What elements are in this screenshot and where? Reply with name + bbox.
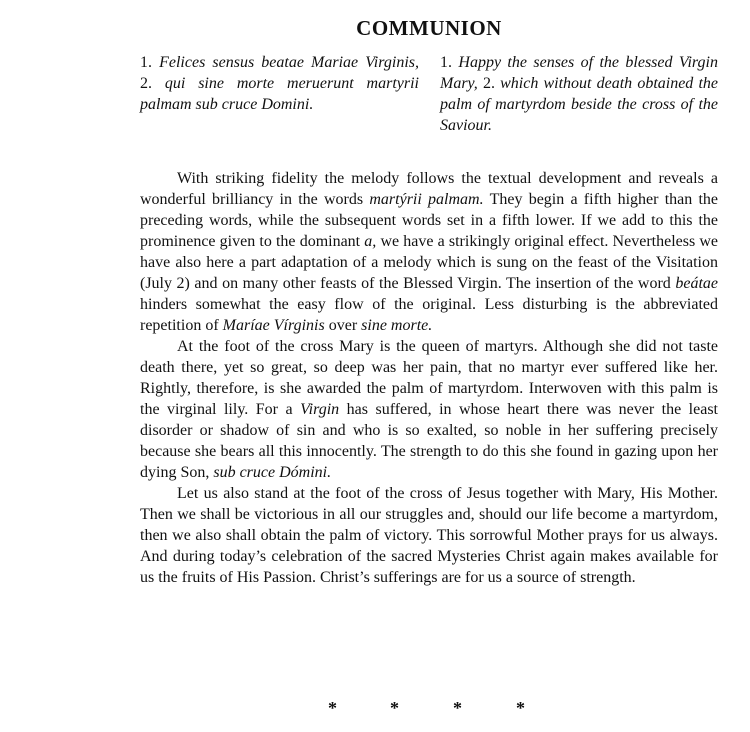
latin-text-column	[140, 52, 419, 115]
text-run: They begin a fifth higher than the preceding words, while the subsequent words set in a fifth lower. If we add to this the prominence given to the dominant	[140, 191, 719, 250]
text-run: hinders somewhat the easy flow of the original. Less disturbing is the abbreviated repetition of	[140, 296, 718, 334]
text-run: over	[328, 317, 358, 334]
latin-word: beátae	[675, 275, 719, 292]
latin-phrase: sub cruce Dómini.	[213, 464, 332, 481]
text-run: we have a strikingly original effect. Nevertheless we have also here a part adaptation of a melody which is sung on the feast of the Visitation (July 2) and on many other feasts of the Blessed Virgin. The insertion of the word	[140, 233, 718, 292]
commentary-paragraph-2	[140, 336, 718, 483]
latin-phrase: Maríae Vírginis	[222, 317, 325, 334]
verse-number: 1.	[440, 54, 452, 71]
asterisk-ornament: *	[516, 698, 525, 718]
asterisk-ornament: *	[453, 698, 462, 718]
latin-verse-1: Felices sensus beatae Mariae Virginis,	[159, 54, 420, 71]
section-heading: COMMUNION	[356, 16, 502, 40]
text-run: At the foot of the cross Mary is the queen of martyrs. Although she did not taste death there, yet so great, so deep was her pain, that no martyr ever suffered like her. Rightly, therefore, is she awarded the palm of martyrdom. Interwoven with this palm is the virginal lily. For a	[140, 338, 718, 418]
asterisk-ornament: *	[328, 698, 337, 718]
commentary-paragraph-1	[140, 168, 718, 336]
emphasized-word: Virgin	[300, 401, 340, 418]
commentary-paragraph-3	[140, 483, 718, 588]
english-verse-1: Happy the senses of the blessed Virgin Mary,	[440, 54, 718, 92]
text-run: has suffered, in whose heart there was never the least disorder or shadow of sin and who is so exalted, so noble in her suffering precisely because she bears all this innocently. The strength to do this she found in gazing upon her dying Son,	[140, 401, 719, 481]
text-run: Let us also stand at the foot of the cross of Jesus together with Mary, His Mother. Then we shall be victorious in all our struggles and, should our life become a martyrdom, then we also shall obtain the palm of victory. This sorrowful Mother prays for us always. And during today’s celebration of the sacred Mysteries Christ again makes available for us the fruits of His Passion. Christ’s sufferings are for us a source of strength.	[140, 485, 718, 586]
english-translation-column	[440, 52, 718, 136]
latin-phrase: martýrii palmam.	[369, 191, 484, 208]
verse-number: 1.	[140, 54, 152, 71]
english-verse-2: which without death obtained the palm of martyrdom beside the cross of the Saviour.	[440, 75, 719, 134]
text-run: With striking fidelity the melody follows the textual development and reveals a wonderful brilliancy in the words	[140, 170, 718, 208]
note-name: a,	[364, 233, 377, 250]
verse-number: 2.	[140, 75, 152, 92]
commentary	[140, 168, 718, 588]
asterisk-ornament: *	[390, 698, 399, 718]
verse-number: 2.	[482, 75, 495, 92]
latin-phrase: sine morte.	[361, 317, 433, 334]
latin-verse-2: qui sine morte meruerunt martyrii palmam sub cruce Domini.	[140, 75, 419, 113]
